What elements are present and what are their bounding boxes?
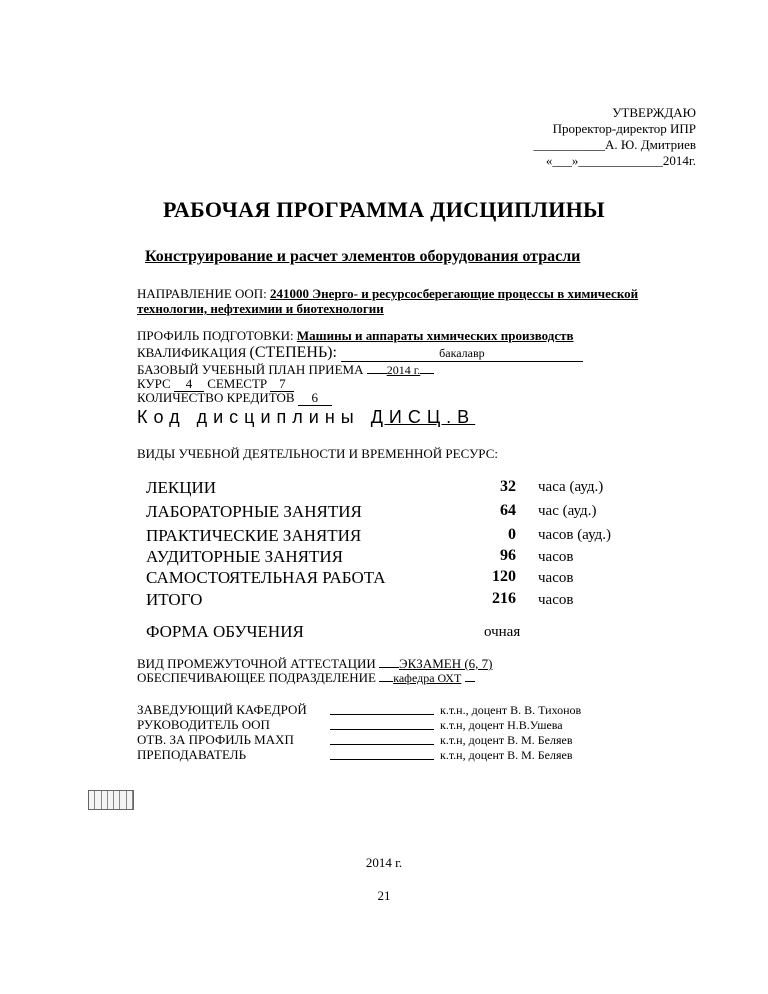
discipline-name: Конструирование и расчет элементов оборудования отрасли	[145, 248, 581, 265]
activity-hours: 96	[500, 547, 516, 564]
signature-role: ОТВ. ЗА ПРОФИЛЬ МАХП	[137, 732, 294, 747]
signature-role: РУКОВОДИТЕЛЬ ООП	[137, 717, 270, 732]
direction-label: НАПРАВЛЕНИЕ ООП:	[137, 286, 271, 301]
approval-line-3: ___________А. Ю. Дмитриев	[533, 137, 696, 152]
credits-label: КОЛИЧЕСТВО КРЕДИТОВ	[137, 390, 298, 405]
document-year: 2014 г.	[365, 855, 403, 870]
approval-line-1: УТВЕРЖДАЮ	[612, 105, 696, 120]
discipline-code-line	[137, 407, 475, 428]
activity-hours: 32	[500, 478, 516, 495]
code-label: Код дисциплины	[137, 407, 371, 427]
attestation-value: ЭКЗАМЕН (6, 7)	[399, 656, 493, 671]
qualification-line	[137, 344, 583, 362]
signature-line	[330, 729, 434, 730]
activity-label: САМОСТОЯТЕЛЬНАЯ РАБОТА	[146, 568, 386, 587]
page-number: 21	[377, 888, 391, 903]
signature-row	[0, 702, 768, 718]
activity-unit: часов (ауд.)	[538, 527, 612, 543]
direction-value: 241000 Энерго- и ресурсосберегающие процессы в химической технологии, нефтехимии и биотехнологии	[137, 286, 639, 316]
plan-value: 2014 г.	[386, 363, 421, 377]
activity-label: ПРАКТИЧЕСКИЕ ЗАНЯТИЯ	[146, 526, 362, 545]
activity-unit: часов	[538, 549, 574, 565]
signature-name: к.т.н, доцент Н.В.Ушева	[440, 718, 563, 732]
semester-value: 7	[270, 376, 294, 392]
credits-value: 6	[298, 390, 332, 406]
department-label: ОБЕСПЕЧИВАЮЩЕЕ ПОДРАЗДЕЛЕНИЕ	[137, 670, 380, 685]
approval-line-2: Проректор-директор ИПР	[552, 121, 696, 136]
activity-unit: часа (ауд.)	[538, 479, 604, 495]
study-form-label: ФОРМА ОБУЧЕНИЯ	[146, 622, 304, 641]
direction-line	[137, 286, 697, 316]
activity-label: ИТОГО	[146, 590, 203, 609]
signature-line	[330, 744, 434, 745]
qualification-value: бакалавр	[341, 346, 583, 362]
signature-name: к.т.н, доцент В. М. Беляев	[440, 733, 573, 747]
activities-header: ВИДЫ УЧЕБНОЙ ДЕЯТЕЛЬНОСТИ И ВРЕМЕННОЙ РЕСУРС:	[137, 446, 498, 461]
signature-role: ПРЕПОДАВАТЕЛЬ	[137, 747, 247, 762]
approval-line-4: «___»_____________2014г.	[545, 153, 696, 168]
signature-role: ЗАВЕДУЮЩИЙ КАФЕДРОЙ	[137, 702, 307, 717]
activity-unit: часов	[538, 592, 574, 608]
qualification-label-a: КВАЛИФИКАЦИЯ	[137, 345, 250, 360]
activity-hours: 0	[508, 526, 516, 543]
plan-label: БАЗОВЫЙ УЧЕБНЫЙ ПЛАН ПРИЕМА	[137, 362, 367, 377]
signature-name: к.т.н, доцент В. М. Беляев	[440, 748, 573, 762]
approval-block	[533, 105, 696, 169]
activity-label: ЛЕКЦИИ	[146, 478, 217, 497]
course-value: 4	[174, 376, 204, 392]
attestation-line	[137, 656, 493, 671]
signature-row	[0, 717, 768, 733]
activity-hours: 120	[492, 568, 516, 585]
stamp-graphic	[88, 790, 134, 810]
department-value: кафедра ОХТ	[393, 671, 462, 685]
profile-label: ПРОФИЛЬ ПОДГОТОВКИ:	[137, 328, 297, 343]
activity-hours: 216	[492, 590, 516, 607]
activity-hours: 64	[500, 502, 516, 519]
course-label: КУРС	[137, 376, 174, 391]
credits-line	[137, 390, 332, 406]
signature-row	[0, 732, 768, 748]
activity-label: ЛАБОРАТОРНЫЕ ЗАНЯТИЯ	[146, 502, 362, 521]
signature-row	[0, 747, 768, 763]
signature-line	[330, 759, 434, 760]
activity-unit: час (ауд.)	[538, 503, 597, 519]
study-form-value: очная	[484, 624, 521, 640]
department-line	[137, 670, 475, 686]
document-title: РАБОЧАЯ ПРОГРАММА ДИСЦИПЛИНЫ	[163, 197, 605, 222]
signature-name: к.т.н., доцент В. В. Тихонов	[440, 703, 582, 717]
semester-label: СЕМЕСТР	[203, 376, 271, 391]
activity-label: АУДИТОРНЫЕ ЗАНЯТИЯ	[146, 547, 344, 566]
code-value: ДИСЦ.В	[370, 407, 476, 427]
profile-line	[137, 328, 574, 343]
signature-line	[330, 714, 434, 715]
activity-unit: часов	[538, 570, 574, 586]
qualification-label-b: (СТЕПЕНЬ):	[249, 344, 341, 361]
attestation-label: ВИД ПРОМЕЖУТОЧНОЙ АТТЕСТАЦИИ	[137, 656, 380, 671]
profile-value: Машины и аппараты химических производств	[296, 328, 574, 343]
